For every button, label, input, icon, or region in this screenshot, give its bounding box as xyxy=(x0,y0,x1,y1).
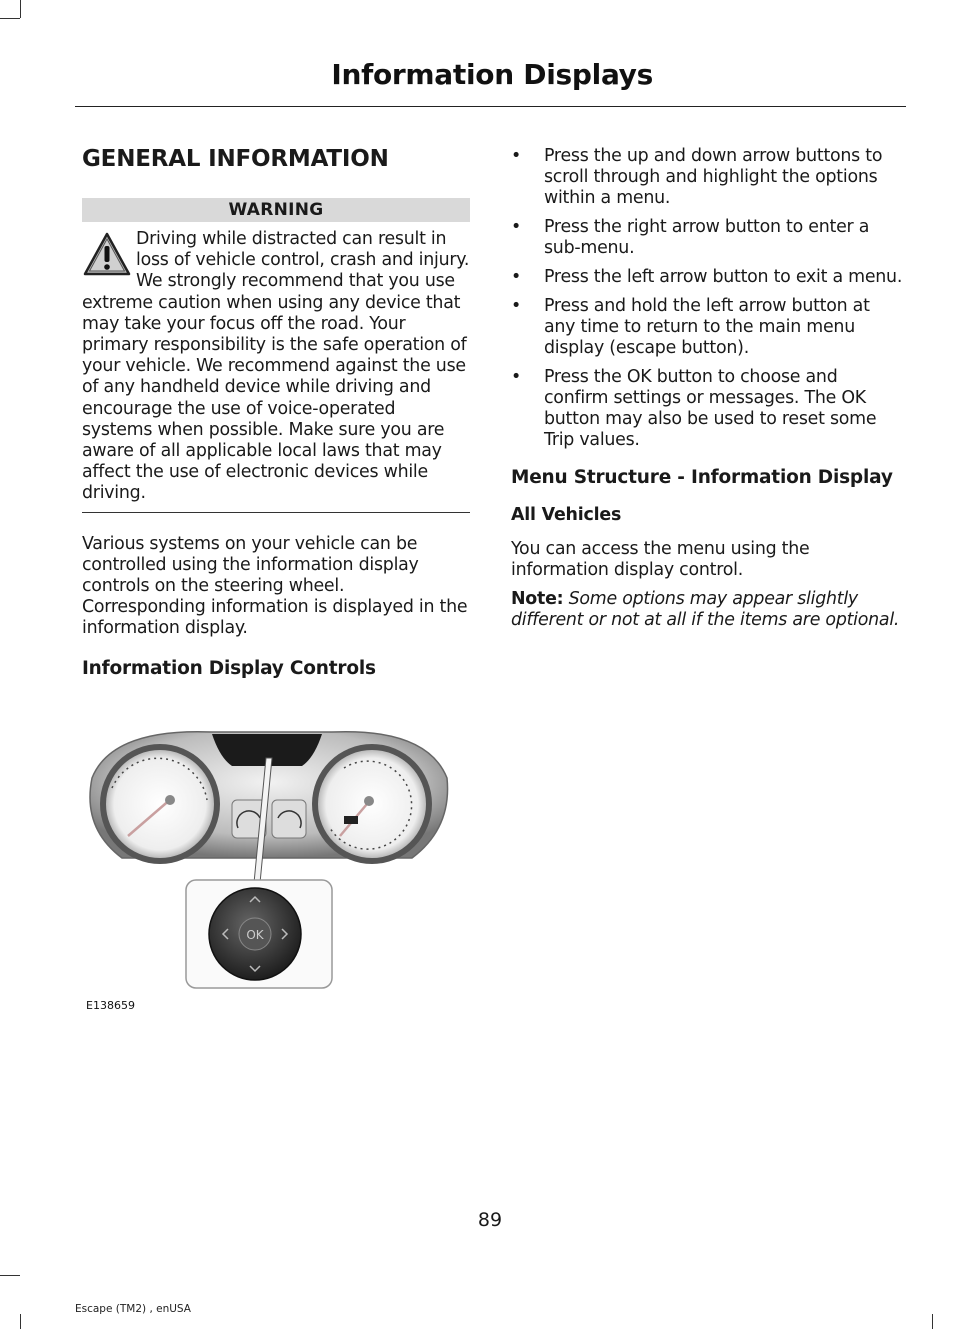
crop-mark xyxy=(932,1314,933,1329)
left-column xyxy=(82,146,470,680)
page-title: Information Displays xyxy=(331,58,653,91)
figure-code: E138659 xyxy=(86,999,135,1012)
list-item: • Press the right arrow button to enter a sub-menu. xyxy=(511,217,870,259)
warning-text: Driving while distracted can result in loss of vehicle control, crash and injury. We strongly recommend that you use extreme caution when using any device that may take your focus off the road. Your primary responsibility is the safe operation of your vehicle. We recommend against the use of any handheld device while driving and encourage the use of voice-operated systems when possible. Make sure you are aware of all applicable local laws that may affect the use of electronic devices while driving. xyxy=(82,229,470,504)
page-number: 89 xyxy=(477,1209,503,1231)
list-item: • Press the up and down arrow buttons to scroll through and highlight the options within a menu. xyxy=(511,146,883,209)
crop-mark xyxy=(20,1314,21,1329)
warning-rule xyxy=(82,512,470,513)
instrument-cluster-figure xyxy=(82,718,450,1018)
all-vehicles-heading: All Vehicles xyxy=(511,504,622,525)
crop-mark xyxy=(0,18,20,19)
footer-text: Escape (TM2) , enUSA xyxy=(75,1303,191,1315)
warning-triangle-icon xyxy=(82,230,132,280)
note-paragraph xyxy=(511,589,903,631)
header-rule xyxy=(75,106,906,107)
right-column xyxy=(511,146,903,631)
intro-paragraph: Various systems on your vehicle can be controlled using the information display controls on the steering wheel. Corresponding information is displayed in the information display. xyxy=(82,533,468,639)
list-item: • Press the OK button to choose and confirm settings or messages. The OK button may also be used to reset some Trip values. xyxy=(511,366,877,451)
list-item: • Press and hold the left arrow button at any time to return to the main menu display (escape button). xyxy=(511,295,870,359)
warning-box xyxy=(82,229,470,505)
note-text: Some options may appear slightly different or not at all if the items are optional. xyxy=(511,589,900,631)
ok-label: OK xyxy=(246,928,264,942)
crop-mark xyxy=(0,1275,20,1276)
controls-subheading: Information Display Controls xyxy=(82,657,376,679)
section-heading: GENERAL INFORMATION xyxy=(82,146,389,172)
list-item: • Press the left arrow button to exit a menu. xyxy=(511,267,903,288)
menu-structure-heading: Menu Structure - Information Display xyxy=(511,466,893,488)
access-paragraph: You can access the menu using the information display control. xyxy=(511,538,810,580)
warning-label: WARNING xyxy=(82,198,470,222)
note-label: Note: xyxy=(511,589,564,610)
crop-mark xyxy=(20,0,21,18)
bullet-list xyxy=(511,146,903,452)
